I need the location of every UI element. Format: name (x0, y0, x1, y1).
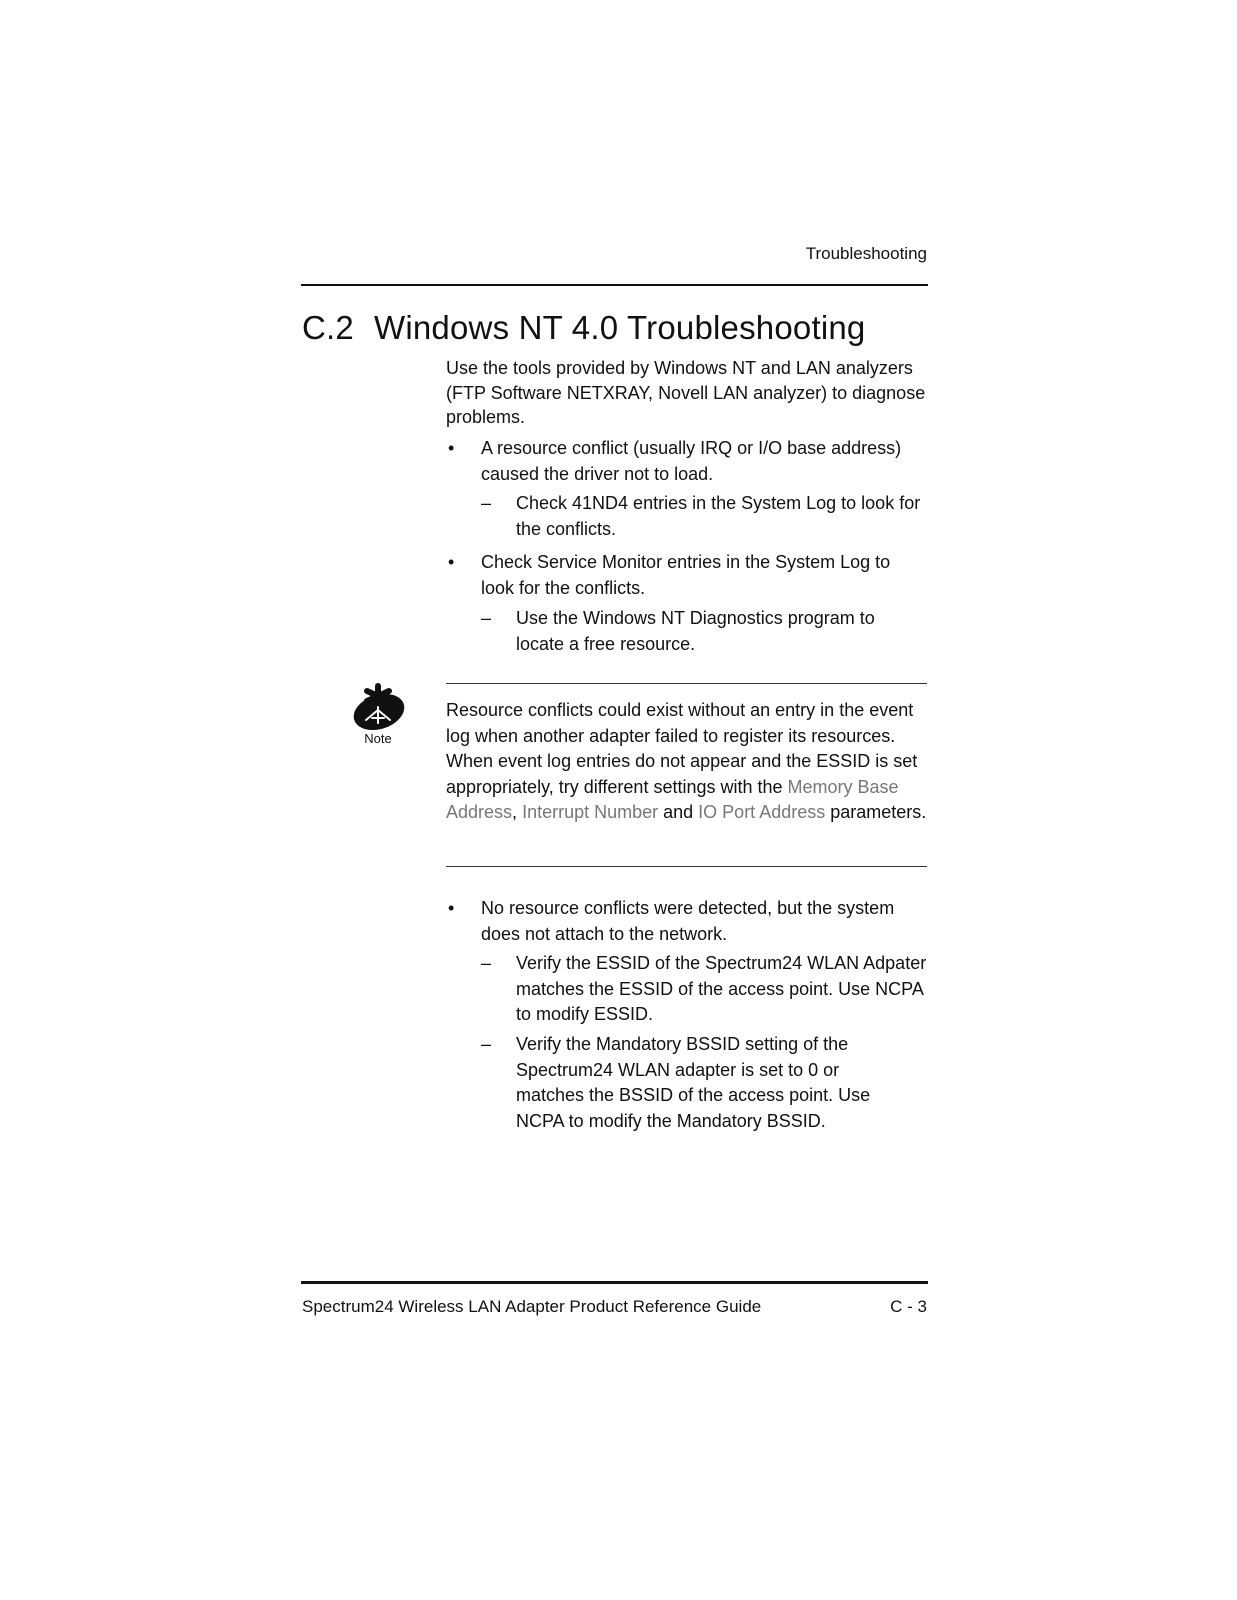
dash-marker: – (481, 493, 492, 513)
running-header: Troubleshooting (805, 244, 927, 263)
section-title: Windows NT 4.0 Troubleshooting (374, 309, 866, 346)
intro-paragraph: Use the tools provided by Windows NT and LAN analyzers (FTP Software NETXRAY, Novell LAN analyzer) to diagnose problems. (446, 358, 926, 427)
memory-base-address-field: Memory Base Address (446, 776, 899, 823)
note-asterisk-icon (352, 683, 406, 733)
page-number: C - 3 (890, 1297, 927, 1316)
sub-list-item: Use the Windows NT Diagnostics program to locate a free resource. (516, 608, 875, 654)
footer-title: Spectrum24 Wireless LAN Adapter Product Reference Guide (302, 1297, 762, 1316)
note-separator: , (512, 802, 523, 823)
note-text-end: parameters. (825, 802, 927, 823)
sub-list-item: Verify the Mandatory BSSID setting of the Spectrum24 WLAN adapter is set to 0 or matches the BSSID of the access point. Use NCPA to modify the Mandatory BSSID. (516, 1034, 871, 1131)
dash-marker: – (481, 1034, 492, 1054)
note-separator: and (658, 802, 699, 823)
sub-list-item: Verify the ESSID of the Spectrum24 WLAN Adpater matches the ESSID of the access point. Use NCPA to modify ESSID. (516, 953, 927, 1024)
note-text-start: Resource conflicts could exist without an entry in the event log when another adapter failed to register its resources. When event log entries do not appear and the ESSID is set appropriately, try different settings with the (446, 700, 918, 797)
sub-list-item: Check 41ND4 entries in the System Log to look for the conflicts. (516, 493, 921, 539)
section-heading (302, 309, 865, 347)
note-label: Note (364, 731, 392, 746)
note-top-rule (446, 683, 927, 684)
list-item: Check Service Monitor entries in the System Log to look for the conflicts. (481, 552, 891, 598)
dash-marker: – (481, 953, 492, 973)
io-port-address-field: IO Port Address (698, 802, 826, 823)
bullet-marker: • (448, 438, 455, 458)
header-rule (301, 284, 928, 286)
bullet-marker: • (448, 898, 455, 918)
dash-marker: – (481, 608, 492, 628)
note-bottom-rule (446, 866, 927, 867)
section-number: C.2 (302, 309, 354, 346)
interrupt-number-field: Interrupt Number (522, 802, 659, 823)
footer-rule (301, 1281, 928, 1284)
list-item: No resource conflicts were detected, but the system does not attach to the network. (481, 898, 895, 944)
note-text (446, 698, 927, 826)
bullet-marker: • (448, 552, 455, 572)
list-item: A resource conflict (usually IRQ or I/O base address) caused the driver not to load. (481, 438, 902, 484)
